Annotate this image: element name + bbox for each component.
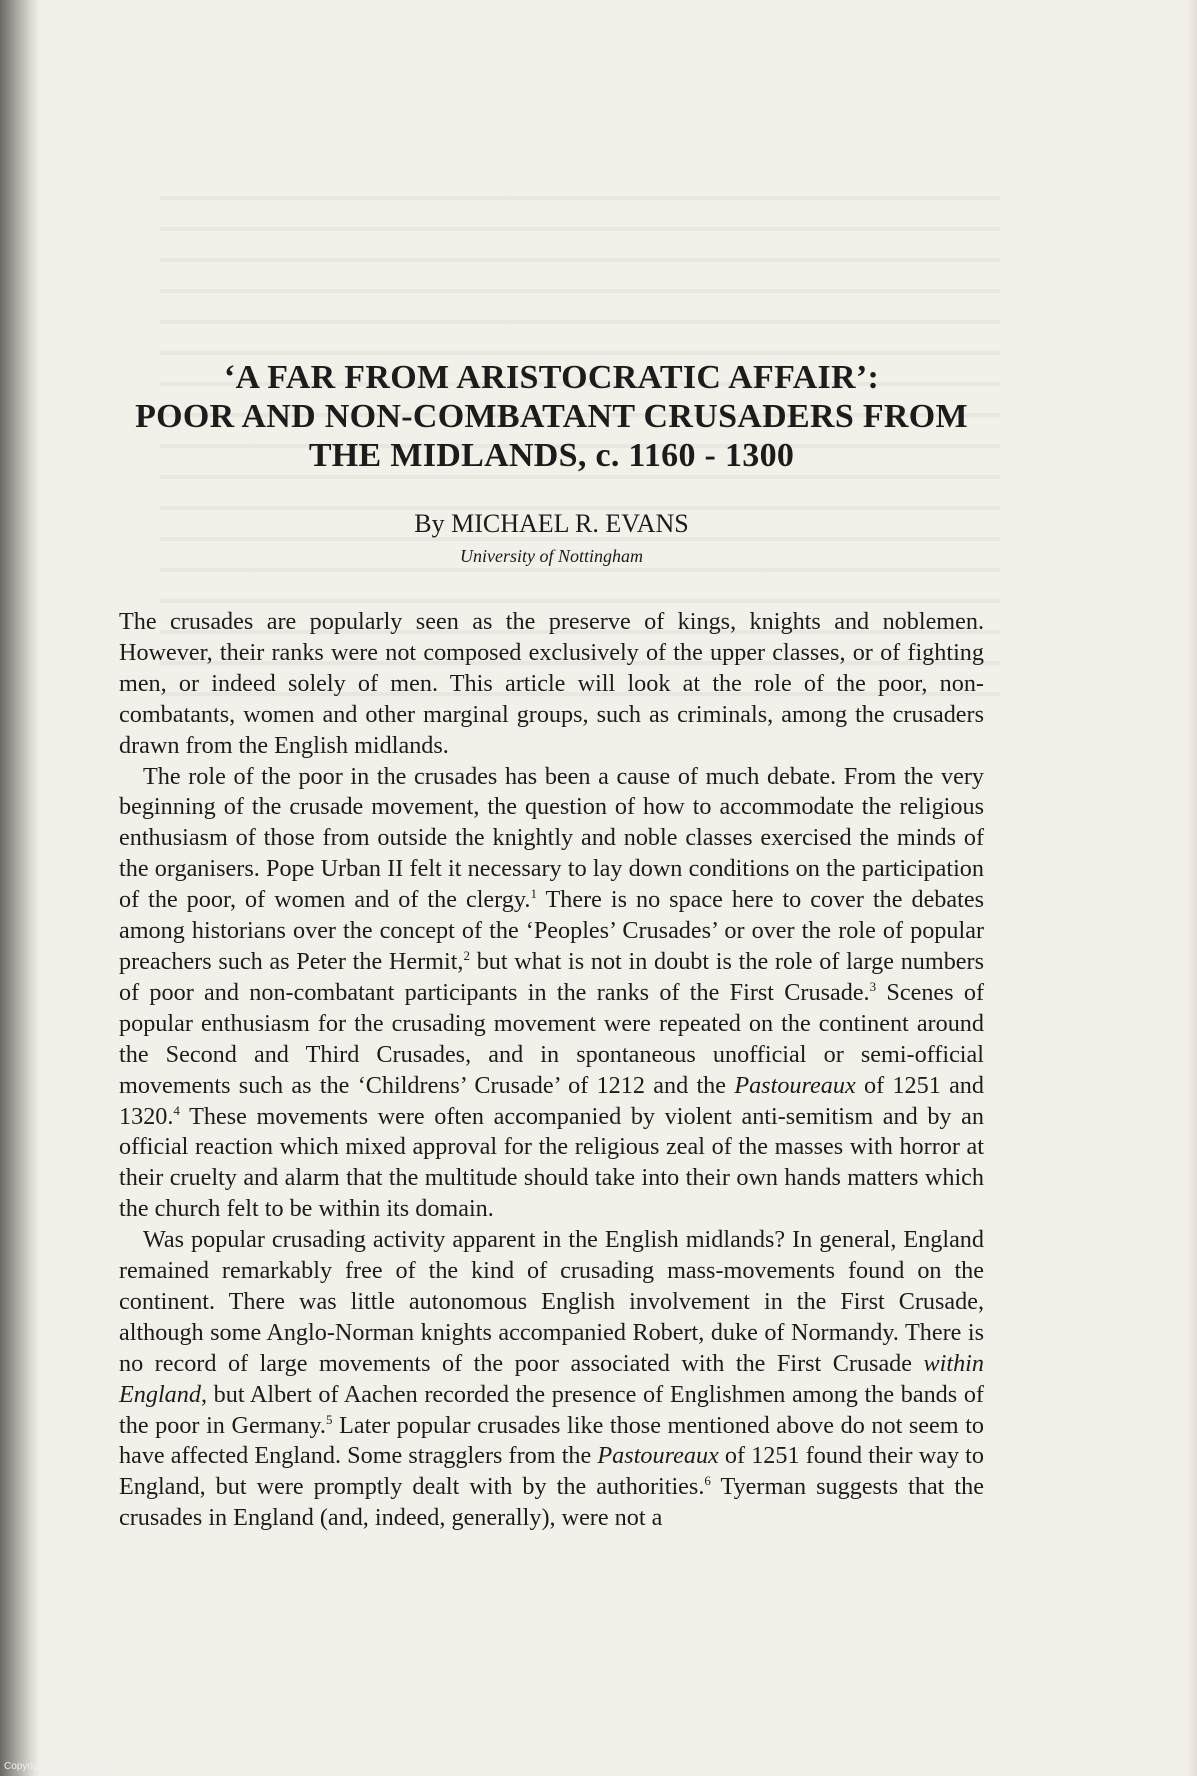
- footnote-ref-1: 1: [530, 886, 537, 902]
- p3-text-f: of 1251 found their way to England, but were promptly dealt with by the authorities.: [119, 1442, 984, 1501]
- p3-text-c: , but Albert of Aachen recorded the presence of Englishmen among the bands of the poor in Germany.: [119, 1380, 984, 1439]
- article-title: [119, 358, 984, 475]
- paragraph-1: The crusades are popularly seen as the preserve of kings, knights and noblemen. However, their ranks were not composed exclusively of the upper classes, or of fighting men, or indeed solely of men. This article will look at the role of the poor, non-combatants, women and other marginal groups, such as criminals, among the crusaders drawn from the English midlands.: [119, 608, 984, 759]
- p2-text-c: but what is not in doubt is the role of large numbers of poor and non-combatant participants in the ranks of the First Crusade.: [119, 947, 984, 1006]
- copyright-watermark: Copyright Cosmo Int. Ltd: [4, 1761, 115, 1772]
- paragraph-3: [119, 1225, 984, 1534]
- footnote-ref-2: 2: [463, 947, 470, 963]
- book-gutter-shadow: [0, 0, 40, 1776]
- p2-text-a: The role of the poor in the crusades has been a cause of much debate. From the very beginning of the crusade movement, the question of how to accommodate the religious enthusiasm of those from outside the knightly and noble classes exercised the minds of the organisers. Pope Urban II felt it necessary to lay down conditions on the participation of the poor, of women and of the clergy.: [119, 762, 984, 914]
- p3-text-d: Later popular crusades like those mentioned above do not seem to have affected England. Some stragglers from the: [119, 1411, 985, 1470]
- title-line-2: POOR AND NON-COMBATANT CRUSADERS FROM: [135, 398, 968, 435]
- title-line-1: ‘A FAR FROM ARISTOCRATIC AFFAIR’:: [223, 359, 880, 396]
- paragraph-2: [119, 762, 984, 1226]
- p3-italic-within-england: within England: [119, 1349, 984, 1408]
- author-affiliation: University of Nottingham: [460, 546, 643, 566]
- article-body: [119, 607, 984, 1534]
- footnote-ref-4: 4: [173, 1102, 180, 1118]
- p3-text-g: Tyerman suggests that the crusades in England (and, indeed, generally), were not a: [119, 1473, 984, 1532]
- title-line-3: THE MIDLANDS, c. 1160 - 1300: [308, 437, 795, 474]
- p2-text-g: These movements were often accompanied by violent anti-semitism and by an official reaction which mixed approval for the religious zeal of the masses with horror at their cruelty and alarm that the multitude should take into their own hands matters which the church felt to be within its domain.: [119, 1102, 984, 1223]
- p2-text-b: There is no space here to cover the debates among historians over the concept of the ‘Peoples’ Crusades’ or over the role of popular preachers such as Peter the Hermit,: [119, 886, 985, 975]
- p3-italic-pastoureaux: Pastoureaux: [597, 1442, 719, 1470]
- p2-text-f: of 1251 and 1320.: [119, 1071, 984, 1130]
- p2-text-d: Scenes of popular enthusiasm for the crusading movement were repeated on the continent around the Second and Third Crusades, and in spontaneous unofficial or semi-official movements such as the ‘Childrens’ Crusade’ of 1212 and the: [119, 978, 984, 1099]
- article: [119, 358, 984, 1534]
- p2-italic-pastoureaux: Pastoureaux: [734, 1071, 856, 1099]
- p3-text-a: Was popular crusading activity apparent in the English midlands? In general, England remained remarkably free of the kind of crusading mass-movements found on the continent. There was little autonomous English involvement in the First Crusade, although some Anglo-Norman knights accompanied Robert, duke of Normandy. There is no record of large movements of the poor associated with the First Crusade: [119, 1226, 984, 1377]
- author-byline: By MICHAEL R. EVANS: [414, 509, 689, 538]
- footnote-ref-6: 6: [704, 1473, 711, 1489]
- footnote-ref-3: 3: [869, 978, 877, 994]
- footnote-ref-5: 5: [325, 1411, 333, 1427]
- page-edge: [1187, 0, 1197, 1776]
